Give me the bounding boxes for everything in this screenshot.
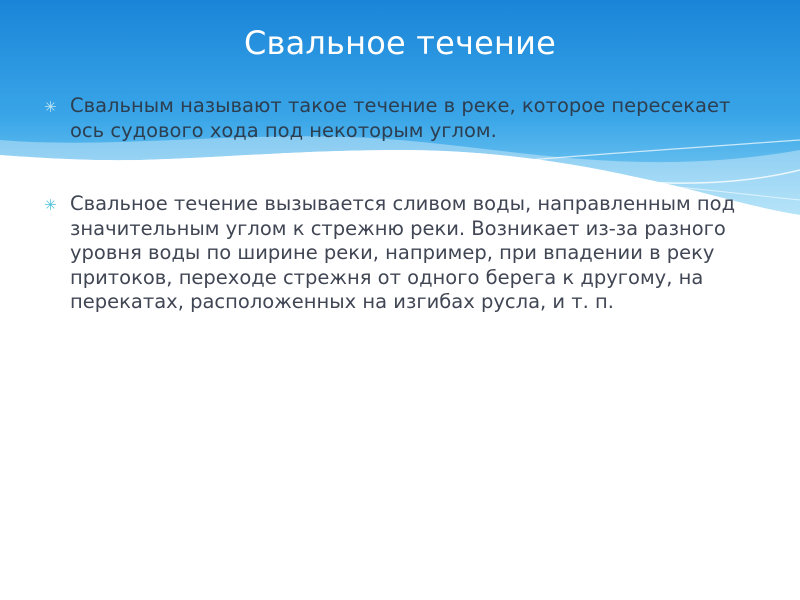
bullet-text-1: Свальным называют такое течение в реке, которое пересекает ось судового хода под некоторым углом. bbox=[70, 94, 731, 142]
bullet-item-2 bbox=[44, 192, 744, 315]
bullet-text-2: Свальное течение вызывается сливом воды, направленным под значительным углом к стрежню реки. Возникает из-за разного уровня воды по ширине реки, например, при впадении в реку притоков, переходе стрежня от одного берега к другому, на перекатах, расположенных на изгибах русла, и т. п. bbox=[70, 192, 736, 313]
bullet-star-icon: ✳ bbox=[44, 98, 57, 116]
bullet-star-icon: ✳ bbox=[44, 196, 57, 214]
slide-title: Свальное течение bbox=[243, 24, 556, 62]
bullet-item-1 bbox=[44, 94, 744, 143]
